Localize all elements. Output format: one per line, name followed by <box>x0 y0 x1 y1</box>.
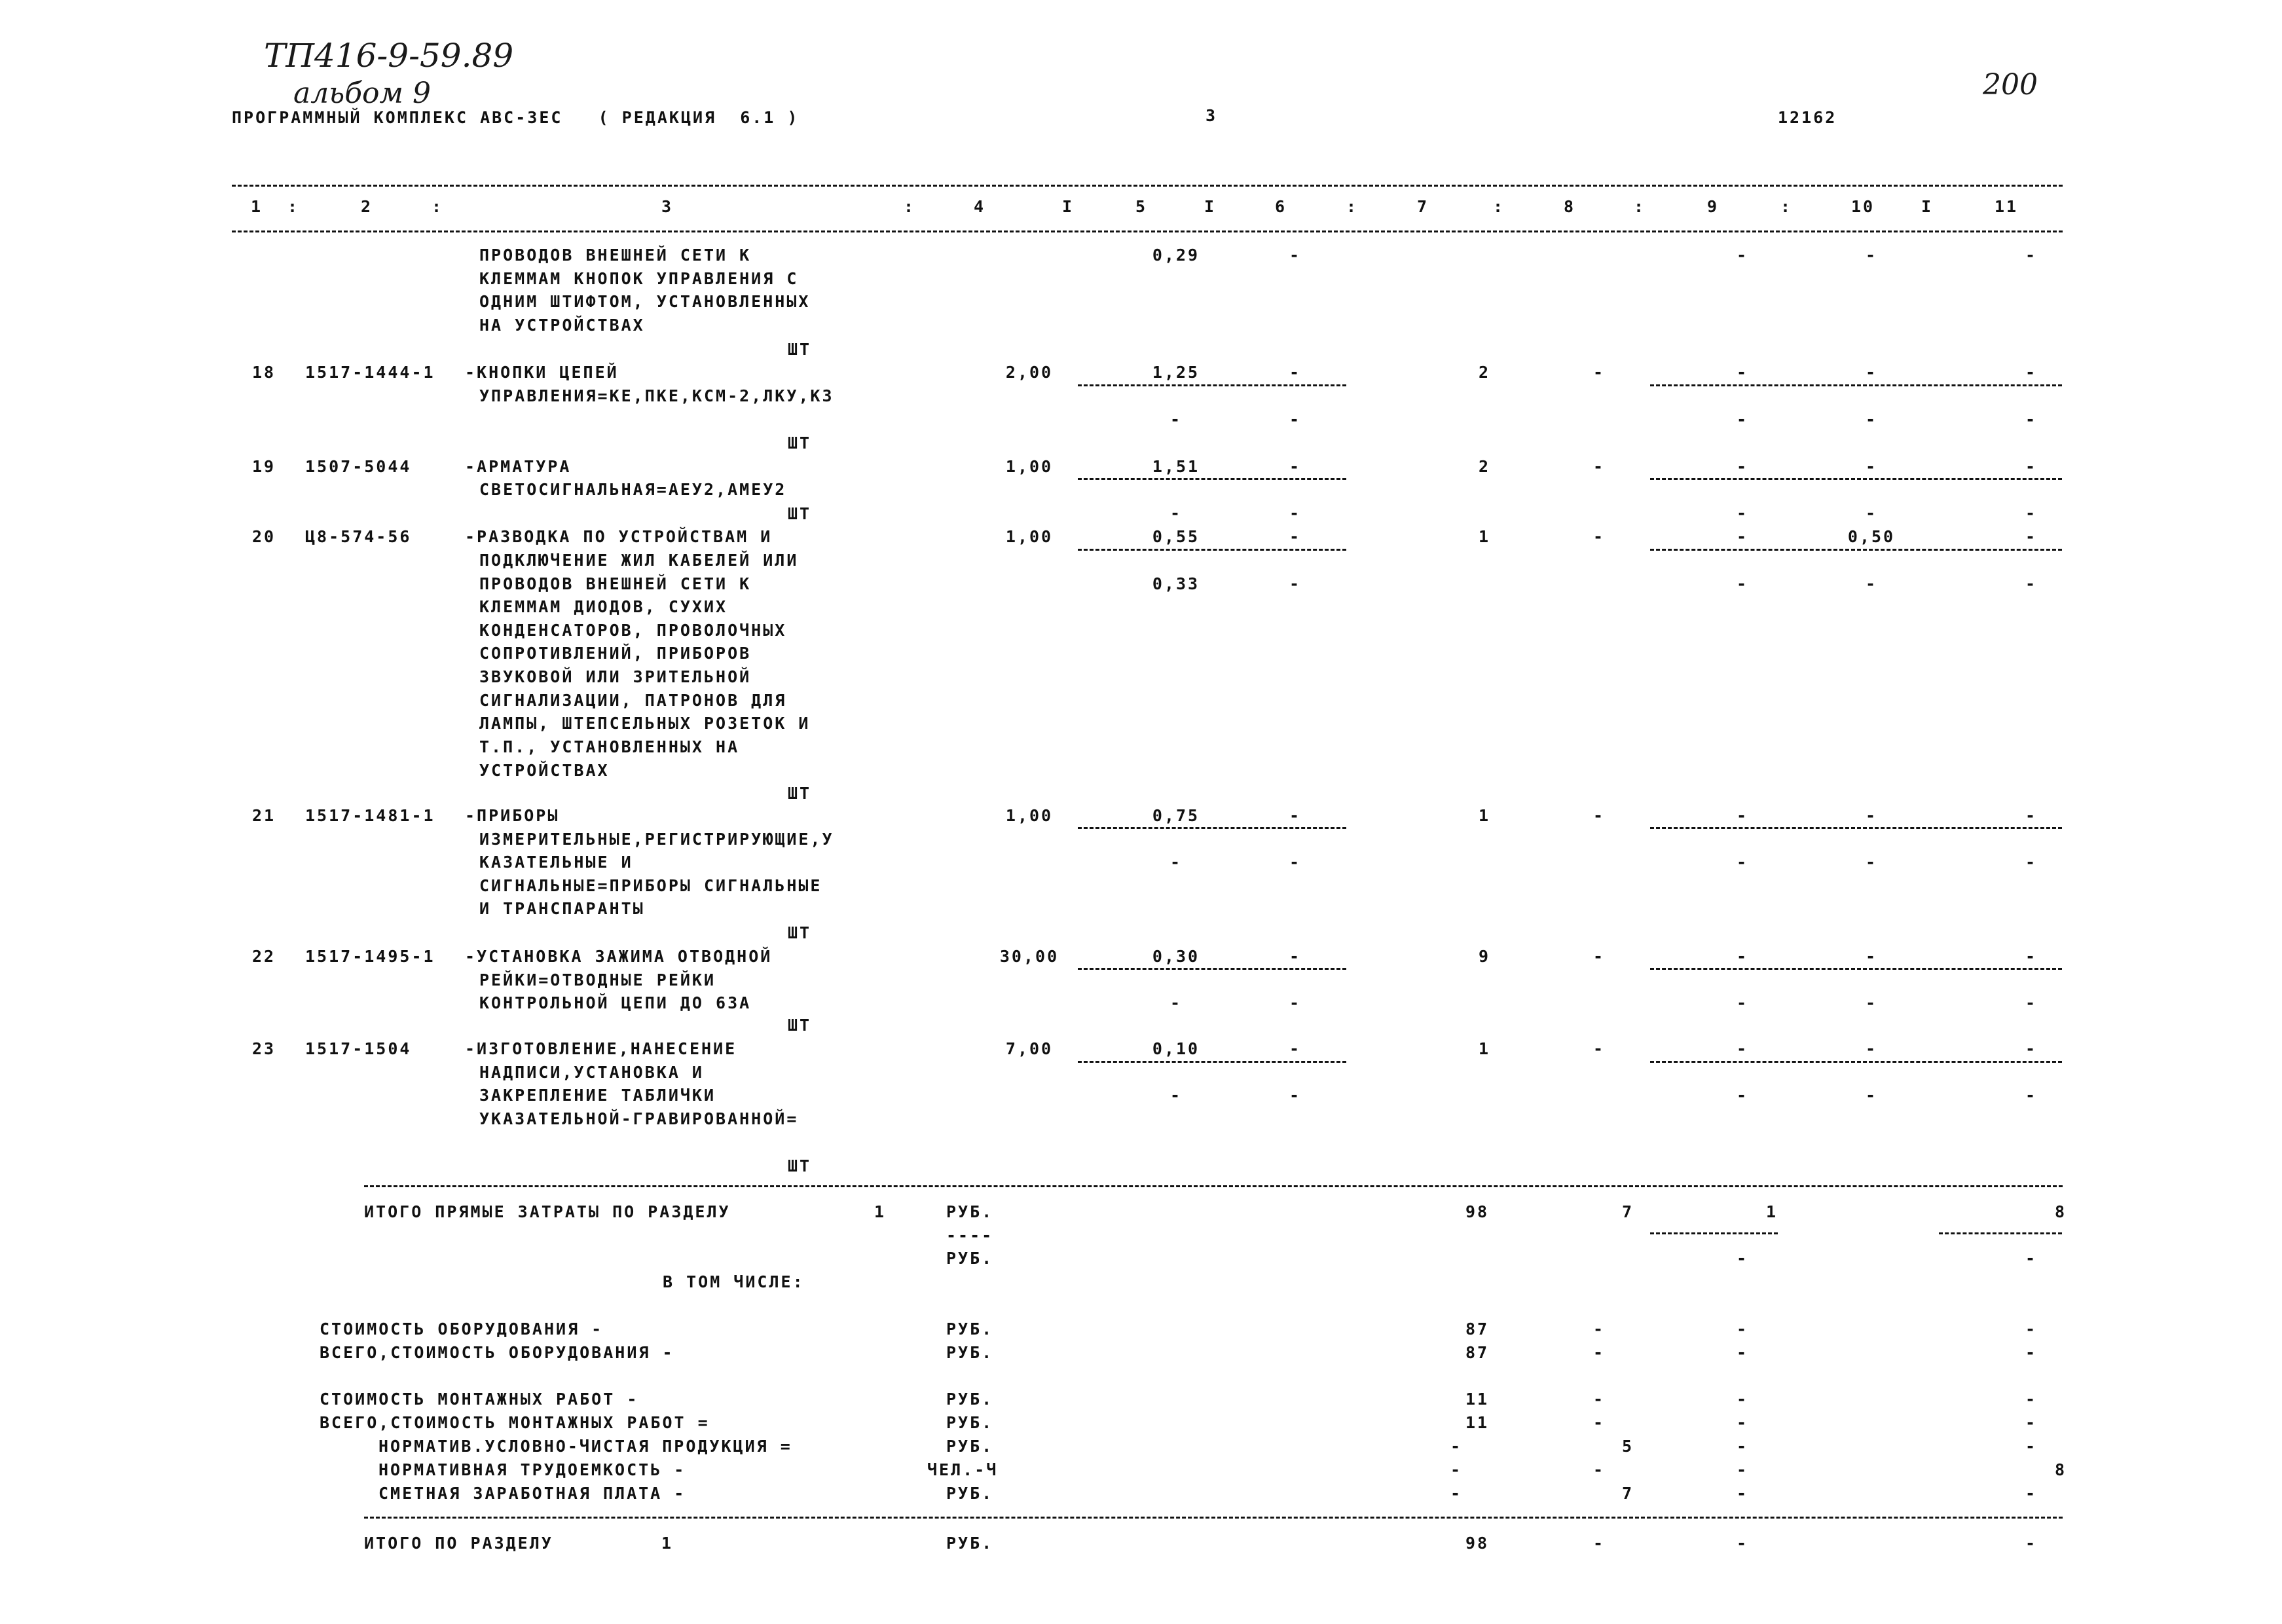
summary-equipment_total-unit: РУБ. <box>946 1343 994 1362</box>
item-number: 22 <box>251 947 276 966</box>
norm-code: 1517-1504 <box>305 1039 412 1058</box>
summary-wages-c7: - <box>1450 1484 1463 1503</box>
item-description-line: ЗВУКОВОЙ ИЛИ ЗРИТЕЛЬНОЙ <box>479 667 752 686</box>
item-description-line: -УСТАНОВКА ЗАЖИМА ОТВОДНОЙ <box>465 947 773 966</box>
cell-c4: 1,00 <box>1005 457 1054 476</box>
summary-installation-unit: РУБ. <box>946 1390 994 1409</box>
item-description-line: -АРМАТУРА <box>465 457 572 476</box>
summary-installation_total-c8: - <box>1592 1413 1606 1432</box>
cell-c5-sub: - <box>1169 853 1183 872</box>
item-description-line: КЛЕММАМ КНОПОК УПРАВЛЕНИЯ С <box>479 269 799 288</box>
cell-c11: - <box>2025 1039 2038 1058</box>
norm-code: 1507-5044 <box>305 457 412 476</box>
cell-underline <box>1078 827 1346 829</box>
cell-c8: - <box>1592 363 1606 382</box>
cell-c7: 2 <box>1478 363 1491 382</box>
cell-c4: 1,00 <box>1005 806 1054 825</box>
summary-labor-c11: 8 <box>2054 1460 2067 1479</box>
item-description-line: ЗАКРЕПЛЕНИЕ ТАБЛИЧКИ <box>479 1086 716 1105</box>
column-separator: I <box>1061 197 1075 216</box>
summary-equipment_total-c7: 87 <box>1465 1343 1490 1362</box>
cell-underline <box>1650 1232 1778 1234</box>
summary-labor-unit: ЧЕЛ.-Ч <box>927 1460 999 1479</box>
handwritten-doc-code: ТП416-9-59.89 <box>264 37 514 75</box>
column-number-4: 4 <box>973 197 986 216</box>
summary-installation-label: СТОИМОСТЬ МОНТАЖНЫХ РАБОТ - <box>320 1390 639 1409</box>
cell-c10-sub: - <box>1865 993 1878 1012</box>
handwritten-page-number: 200 <box>1983 68 2038 101</box>
cell-c4: 1,00 <box>1005 527 1054 546</box>
cell-underline <box>1078 384 1346 386</box>
cell-c8: - <box>1592 806 1606 825</box>
cell-c5: 0,29 <box>1152 246 1200 265</box>
summary-rule-bottom <box>364 1517 2063 1519</box>
cell-c10-sub: - <box>1865 504 1878 523</box>
item-description-line: И ТРАНСПАРАНТЫ <box>479 899 645 918</box>
summary-equipment-label: СТОИМОСТЬ ОБОРУДОВАНИЯ - <box>320 1320 604 1338</box>
item-description-line: СОПРОТИВЛЕНИЙ, ПРИБОРОВ <box>479 644 752 663</box>
item-description-line: КАЗАТЕЛЬНЫЕ И <box>479 853 633 872</box>
cell-c7: 2 <box>1478 457 1491 476</box>
item-description-line: ПРОВОДОВ ВНЕШНЕЙ СЕТИ К <box>479 574 752 593</box>
summary-wages-c9: - <box>1736 1484 1749 1503</box>
cell-c9: - <box>1736 246 1749 265</box>
cell-c9: - <box>1736 527 1749 546</box>
section-total-c8: - <box>1592 1534 1606 1553</box>
cell-c4: 30,00 <box>999 947 1059 966</box>
cell-underline <box>1078 1061 1346 1063</box>
cell-underline <box>1650 827 2062 829</box>
item-description-line: УПРАВЛЕНИЯ=КЕ,ПКЕ,КСМ-2,ЛКУ,КЗ <box>479 386 834 405</box>
direct-costs-c11-sub: - <box>2025 1249 2038 1268</box>
column-number-11: 11 <box>1994 197 2019 216</box>
cell-c6: - <box>1289 527 1302 546</box>
cell-underline <box>1078 478 1346 480</box>
column-separator: I <box>1921 197 1934 216</box>
cell-c11-sub: - <box>2025 853 2038 872</box>
item-description-line: НА УСТРОЙСТВАХ <box>479 316 645 335</box>
cell-c11-sub: - <box>2025 993 2038 1012</box>
summary-installation_total-unit: РУБ. <box>946 1413 994 1432</box>
item-description-line: ПОДКЛЮЧЕНИЕ ЖИЛ КАБЕЛЕЙ ИЛИ <box>479 551 799 570</box>
cell-c5: 1,51 <box>1152 457 1200 476</box>
unit-of-measure: ШТ <box>787 434 812 452</box>
summary-labor-c7: - <box>1450 1460 1463 1479</box>
direct-costs-c7: 98 <box>1465 1202 1490 1221</box>
cell-c5: 0,55 <box>1152 527 1200 546</box>
item-description-line: КЛЕММАМ ДИОДОВ, СУХИХ <box>479 597 728 616</box>
summary-equipment-c7: 87 <box>1465 1320 1490 1338</box>
cell-c5-sub: - <box>1169 504 1183 523</box>
item-description-line: СВЕТОСИГНАЛЬНАЯ=АЕУ2,АМЕУ2 <box>479 480 787 499</box>
cell-c6: - <box>1289 246 1302 265</box>
item-number: 21 <box>251 806 276 825</box>
cell-c10: - <box>1865 806 1878 825</box>
column-number-5: 5 <box>1135 197 1148 216</box>
cell-c5-sub: - <box>1169 1086 1183 1105</box>
cell-underline <box>1650 1061 2062 1063</box>
summary-rule-top <box>364 1185 2063 1187</box>
including-label: В ТОМ ЧИСЛЕ: <box>663 1272 805 1291</box>
cell-c4: 2,00 <box>1005 363 1054 382</box>
cell-c9: - <box>1736 947 1749 966</box>
cell-c10-sub: - <box>1865 574 1878 593</box>
item-description-line: Т.П., УСТАНОВЛЕННЫХ НА <box>479 737 740 756</box>
cell-c11-sub: - <box>2025 1086 2038 1105</box>
cell-c11-sub: - <box>2025 410 2038 429</box>
cell-c11-sub: - <box>2025 574 2038 593</box>
item-number: 20 <box>251 527 276 546</box>
cell-c9-sub: - <box>1736 853 1749 872</box>
unit-of-measure: ШТ <box>787 504 812 523</box>
column-number-10: 10 <box>1850 197 1875 216</box>
item-number: 18 <box>251 363 276 382</box>
cell-c6-sub: - <box>1289 410 1302 429</box>
cell-c10: 0,50 <box>1847 527 1896 546</box>
item-description-line: ПРОВОДОВ ВНЕШНЕЙ СЕТИ К <box>479 246 752 265</box>
direct-costs-c9: 1 <box>1765 1202 1778 1221</box>
column-separator: : <box>1633 197 1646 216</box>
cell-c5: 0,75 <box>1152 806 1200 825</box>
cell-c9: - <box>1736 1039 1749 1058</box>
summary-normative_product-c11: - <box>2025 1437 2038 1456</box>
cell-c10: - <box>1865 363 1878 382</box>
cell-c6: - <box>1289 806 1302 825</box>
item-description-line: КОНДЕНСАТОРОВ, ПРОВОЛОЧНЫХ <box>479 621 787 640</box>
item-description-line: РЕЙКИ=ОТВОДНЫЕ РЕЙКИ <box>479 970 716 989</box>
norm-code: 1517-1481-1 <box>305 806 435 825</box>
cell-c11: - <box>2025 457 2038 476</box>
summary-labor-c9: - <box>1736 1460 1749 1479</box>
column-separator: : <box>1492 197 1505 216</box>
cell-c5: 0,10 <box>1152 1039 1200 1058</box>
cell-c5: 0,30 <box>1152 947 1200 966</box>
cell-c6-sub: - <box>1289 504 1302 523</box>
item-number: 23 <box>251 1039 276 1058</box>
item-description-line: НАДПИСИ,УСТАНОВКА И <box>479 1063 704 1082</box>
column-number-3: 3 <box>661 197 674 216</box>
cell-c11: - <box>2025 527 2038 546</box>
handwritten-album: альбом 9 <box>293 77 432 110</box>
section-total-section: 1 <box>661 1534 674 1553</box>
column-separator: : <box>1346 197 1359 216</box>
item-description-line: ИЗМЕРИТЕЛЬНЫЕ,РЕГИСТРИРУЮЩИЕ,У <box>479 830 834 849</box>
cell-c6: - <box>1289 947 1302 966</box>
summary-installation_total-label: ВСЕГО,СТОИМОСТЬ МОНТАЖНЫХ РАБОТ = <box>320 1413 710 1432</box>
column-separator: : <box>431 197 444 216</box>
direct-costs-dash: ---- <box>946 1226 994 1245</box>
cell-c7: 1 <box>1478 1039 1491 1058</box>
cell-underline <box>1939 1232 2062 1234</box>
summary-installation_total-c9: - <box>1736 1413 1749 1432</box>
cell-c11: - <box>2025 947 2038 966</box>
direct-costs-c9-sub: - <box>1736 1249 1749 1268</box>
summary-equipment-c8: - <box>1592 1320 1606 1338</box>
column-number-1: 1 <box>250 197 263 216</box>
item-description-line: ЛАМПЫ, ШТЕПСЕЛЬНЫХ РОЗЕТОК И <box>479 714 811 733</box>
summary-equipment_total-c9: - <box>1736 1343 1749 1362</box>
cell-c8: - <box>1592 1039 1606 1058</box>
cell-c6: - <box>1289 457 1302 476</box>
direct-costs-unit: РУБ. <box>946 1202 994 1221</box>
summary-equipment_total-c8: - <box>1592 1343 1606 1362</box>
summary-installation-c7: 11 <box>1465 1390 1490 1409</box>
summary-normative_product-label: НОРМАТИВ.УСЛОВНО-ЧИСТАЯ ПРОДУКЦИЯ = <box>378 1437 792 1456</box>
cell-c9-sub: - <box>1736 504 1749 523</box>
cell-c4: 7,00 <box>1005 1039 1054 1058</box>
cell-underline <box>1078 549 1346 551</box>
item-description-line: УСТРОЙСТВАХ <box>479 761 610 780</box>
section-total-c11: - <box>2025 1534 2038 1553</box>
item-number: 19 <box>251 457 276 476</box>
summary-wages-c8: 7 <box>1621 1484 1634 1503</box>
norm-code: 1517-1495-1 <box>305 947 435 966</box>
cell-c6-sub: - <box>1289 853 1302 872</box>
cell-c6: - <box>1289 363 1302 382</box>
section-total-c9: - <box>1736 1534 1749 1553</box>
header-rule-top <box>232 185 2063 187</box>
direct-costs-c11: 8 <box>2054 1202 2067 1221</box>
item-description-line: СИГНАЛИЗАЦИИ, ПАТРОНОВ ДЛЯ <box>479 691 787 710</box>
cell-c5-sub: - <box>1169 993 1183 1012</box>
cell-c9: - <box>1736 363 1749 382</box>
section-total-label: ИТОГО ПО РАЗДЕЛУ <box>364 1534 553 1553</box>
cell-c8: - <box>1592 947 1606 966</box>
program-title: ПРОГРАММНЫЙ КОМПЛЕКС АВС-3ЕС ( РЕДАКЦИЯ 6.1 ) <box>232 108 800 127</box>
cell-c5-sub: 0,33 <box>1152 574 1200 593</box>
cell-c7: 1 <box>1478 806 1491 825</box>
column-number-9: 9 <box>1706 197 1720 216</box>
summary-wages-unit: РУБ. <box>946 1484 994 1503</box>
direct-costs-c8: 7 <box>1621 1202 1634 1221</box>
summary-labor-label: НОРМАТИВНАЯ ТРУДОЕМКОСТЬ - <box>378 1460 686 1479</box>
summary-installation-c8: - <box>1592 1390 1606 1409</box>
cell-c9-sub: - <box>1736 410 1749 429</box>
summary-installation-c9: - <box>1736 1390 1749 1409</box>
item-description-line: СИГНАЛЬНЫЕ=ПРИБОРЫ СИГНАЛЬНЫЕ <box>479 876 822 895</box>
header-rule-bottom <box>232 231 2063 232</box>
cell-c6-sub: - <box>1289 574 1302 593</box>
summary-installation_total-c7: 11 <box>1465 1413 1490 1432</box>
summary-installation_total-c11: - <box>2025 1413 2038 1432</box>
summary-normative_product-c9: - <box>1736 1437 1749 1456</box>
cell-underline <box>1650 549 2062 551</box>
cell-c10: - <box>1865 246 1878 265</box>
summary-equipment-c11: - <box>2025 1320 2038 1338</box>
summary-equipment-unit: РУБ. <box>946 1320 994 1338</box>
item-description-line: -КНОПКИ ЦЕПЕЙ <box>465 363 619 382</box>
column-number-2: 2 <box>360 197 373 216</box>
unit-of-measure: ШТ <box>787 923 812 942</box>
item-description-line: УКАЗАТЕЛЬНОЙ-ГРАВИРОВАННОЙ= <box>479 1109 799 1128</box>
item-description-line: ОДНИМ ШТИФТОМ, УСТАНОВЛЕННЫХ <box>479 292 811 311</box>
cell-c9-sub: - <box>1736 1086 1749 1105</box>
direct-costs-label: ИТОГО ПРЯМЫЕ ЗАТРАТЫ ПО РАЗДЕЛУ <box>364 1202 731 1221</box>
summary-equipment_total-c11: - <box>2025 1343 2038 1362</box>
cell-underline <box>1650 968 2062 970</box>
item-description-line: -ИЗГОТОВЛЕНИЕ,НАНЕСЕНИЕ <box>465 1039 737 1058</box>
cell-c6-sub: - <box>1289 993 1302 1012</box>
column-separator: I <box>1204 197 1217 216</box>
summary-equipment_total-label: ВСЕГО,СТОИМОСТЬ ОБОРУДОВАНИЯ - <box>320 1343 674 1362</box>
cell-c8: - <box>1592 457 1606 476</box>
summary-normative_product-unit: РУБ. <box>946 1437 994 1456</box>
cell-c9-sub: - <box>1736 993 1749 1012</box>
unit-of-measure: ШТ <box>787 784 812 803</box>
item-description-line: -РАЗВОДКА ПО УСТРОЙСТВАМ И <box>465 527 773 546</box>
cell-c10-sub: - <box>1865 1086 1878 1105</box>
sheet-number: 3 <box>1205 106 1218 125</box>
column-number-8: 8 <box>1563 197 1576 216</box>
unit-of-measure: ШТ <box>787 1016 812 1035</box>
cell-c11: - <box>2025 806 2038 825</box>
cell-c11: - <box>2025 246 2038 265</box>
cell-c9: - <box>1736 806 1749 825</box>
summary-wages-label: СМЕТНАЯ ЗАРАБОТНАЯ ПЛАТА - <box>378 1484 686 1503</box>
summary-wages-c11: - <box>2025 1484 2038 1503</box>
cell-c8: - <box>1592 527 1606 546</box>
cell-c10: - <box>1865 947 1878 966</box>
column-separator: : <box>903 197 916 216</box>
cell-c11: - <box>2025 363 2038 382</box>
cell-c7: 9 <box>1478 947 1491 966</box>
cell-underline <box>1650 478 2062 480</box>
cell-c10: - <box>1865 457 1878 476</box>
column-separator: : <box>287 197 300 216</box>
cell-underline <box>1078 968 1346 970</box>
norm-code: Ц8-574-56 <box>305 527 412 546</box>
document-code: 12162 <box>1778 108 1837 127</box>
summary-installation-c11: - <box>2025 1390 2038 1409</box>
cell-c5-sub: - <box>1169 410 1183 429</box>
cell-c10-sub: - <box>1865 853 1878 872</box>
cell-c9: - <box>1736 457 1749 476</box>
cell-c6: - <box>1289 1039 1302 1058</box>
summary-equipment-c9: - <box>1736 1320 1749 1338</box>
cell-c5: 1,25 <box>1152 363 1200 382</box>
column-separator: : <box>1780 197 1793 216</box>
cell-c9-sub: - <box>1736 574 1749 593</box>
direct-costs-unit-2: РУБ. <box>946 1249 994 1268</box>
cell-underline <box>1650 384 2062 386</box>
cell-c7: 1 <box>1478 527 1491 546</box>
cell-c11-sub: - <box>2025 504 2038 523</box>
norm-code: 1517-1444-1 <box>305 363 435 382</box>
summary-normative_product-c8: 5 <box>1621 1437 1634 1456</box>
section-total-unit: РУБ. <box>946 1534 994 1553</box>
summary-normative_product-c7: - <box>1450 1437 1463 1456</box>
item-description-line: КОНТРОЛЬНОЙ ЦЕПИ ДО 63А <box>479 993 752 1012</box>
cell-c6-sub: - <box>1289 1086 1302 1105</box>
cell-c10: - <box>1865 1039 1878 1058</box>
unit-of-measure: ШТ <box>787 340 812 359</box>
column-number-6: 6 <box>1274 197 1287 216</box>
direct-costs-section: 1 <box>874 1202 887 1221</box>
column-number-7: 7 <box>1416 197 1429 216</box>
section-total-c7: 98 <box>1465 1534 1490 1553</box>
summary-labor-c8: - <box>1592 1460 1606 1479</box>
unit-of-measure: ШТ <box>787 1156 812 1175</box>
item-description-line: -ПРИБОРЫ <box>465 806 560 825</box>
cell-c10-sub: - <box>1865 410 1878 429</box>
